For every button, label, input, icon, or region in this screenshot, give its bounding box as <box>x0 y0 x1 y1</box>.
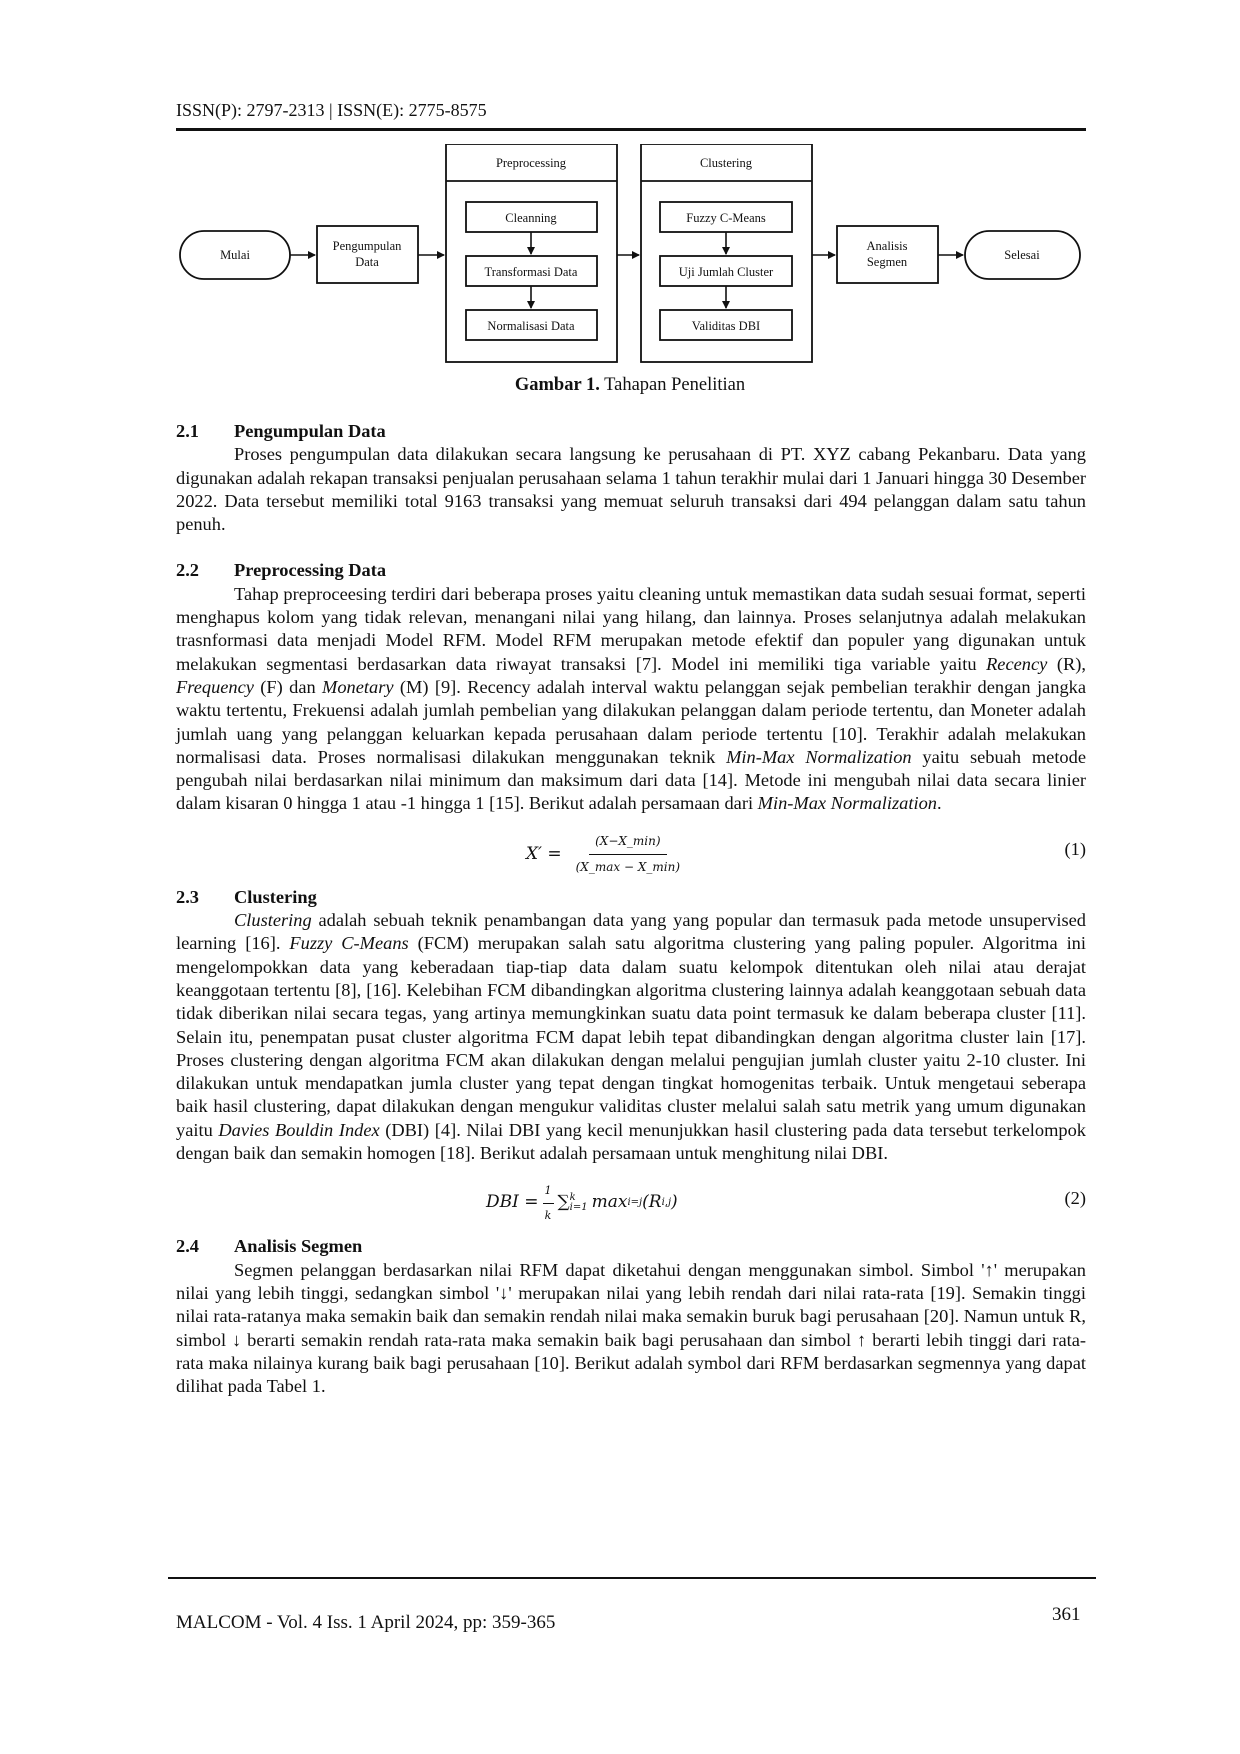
section-paragraph: Segmen pelanggan berdasarkan nilai RFM dapat diketahui dengan menggunakan simbol. Simbol '↑' merupakan nilai yang lebih tinggi, sedangkan simbol '↓' merupakan nilai yang lebih rendah dari nilai rata-rata [19]. Semakin tinggi nilai rata-ratanya maka semakin baik dan semakin rendah nilai maka semakin buruk bagi perusahaan [20]. Namun untuk R, simbol ↓ berarti semakin rendah rata-rata maka semakin baik bagi perusahaan dan simbol ↑ berarti lebih tinggi dari rata-rata maka nilainya kurang baik bagi perusahaan [10]. Berikut adalah symbol dari RFM berdasarkan segmennya yang dapat dilihat pada Tabel 1. <box>176 1259 1086 1397</box>
fcm-label: Fuzzy C-Means <box>686 211 766 225</box>
analysis-label-2: Segmen <box>866 255 908 269</box>
page-number: 361 <box>1052 1604 1081 1625</box>
figure-caption-text: Tahapan Penelitian <box>604 375 746 395</box>
equation-minmax <box>176 826 1086 878</box>
cleanning-label: Cleanning <box>505 211 557 225</box>
equation-lhs: DBI = <box>486 1192 539 1213</box>
transformasi-label: Transformasi Data <box>484 265 578 279</box>
research-flow-diagram <box>176 144 1086 366</box>
section-paragraph: Proses pengumpulan data dilakukan secara langsung ke perusahaan di PT. XYZ cabang Pekanbaru. Data yang digunakan adalah rekapan transaksi penjualan perusahaan selama 1 tahun terakhir mulai dari 1 Januari hingga 30 Desember 2022. Data tersebut memiliki total 9163 transaksi yang memuat seluruh transaksi dari 494 pelanggan dalam satu tahun penuh. <box>176 444 1086 535</box>
section-heading <box>176 886 1086 909</box>
start-label: Mulai <box>220 248 250 262</box>
validitas-dbi-label: Validitas DBI <box>691 319 761 333</box>
footer-rule <box>168 1577 1096 1579</box>
analysis-label-1: Analisis <box>866 239 908 253</box>
body-content <box>176 420 1086 1398</box>
section-heading <box>176 420 1086 443</box>
equation-number: (1) <box>1064 838 1086 859</box>
collect-label-1: Pengumpulan <box>332 239 402 253</box>
collect-label-2: Data <box>355 255 379 269</box>
figure-caption <box>0 375 1240 396</box>
figure-caption-label: Gambar 1. <box>514 375 600 395</box>
section-title: Clustering <box>234 886 317 907</box>
uji-cluster-label: Uji Jumlah Cluster <box>678 265 774 279</box>
end-label: Selesai <box>1004 248 1040 262</box>
equation-lhs: X′ = <box>526 843 562 864</box>
equation-numerator: (X−X_min) <box>589 830 666 855</box>
section-title: Analisis Segmen <box>234 1236 363 1257</box>
journal-footer: MALCOM - Vol. 4 Iss. 1 April 2024, pp: 359-365 <box>176 1612 556 1633</box>
preprocessing-title: Preprocessing <box>495 156 567 170</box>
section-paragraph: Tahap preproceesing terdiri dari beberapa proses yaitu cleaning untuk memastikan data sudah sesuai format, seperti menghapus kolom yang tidak relevan, menangani nilai yang hilang, dan lainnya. Proses selanjutnya adalah melakukan trasnformasi data menjadi Model RFM. Model RFM merupakan metode efektif dan populer yang digunakan untuk melakukan segmentasi berdasarkan data riwayat transaksi [7]. Model ini memiliki tiga variable yaitu Recency (R), Frequency (F) dan Monetary (M) [9]. Recency adalah interval waktu pelanggan sejak pembelian terakhir dengan jangka waktu tertentu, Frekuensi adalah jumlah pembelian yang dilakukan pelanggan dalam periode tertentu, dan Moneter adalah jumlah uang yang pelanggan keluarkan kepada perusahaan dalam periode tertentu [10]. Terakhir adalah melakukan normalisasi data. Proses normalisasi dilakukan menggunakan teknik Min-Max Normalization yaitu sebuah metode pengubah nilai berdasarkan nilai minimum dan maksimum dari data [14]. Metode ini mengubah nilai data secara linier dalam kisaran 0 hingga 1 atau -1 hingga 1 [15]. Berikut adalah persamaan dari Min-Max Normalization. <box>176 583 1086 814</box>
section-heading <box>176 559 1086 582</box>
equation-fraction <box>570 830 686 880</box>
section-title: Preprocessing Data <box>234 560 387 581</box>
clustering-title: Clustering <box>699 156 753 170</box>
section-number: 2.2 <box>176 560 199 581</box>
normalisasi-label: Normalisasi Data <box>487 319 575 333</box>
header-rule <box>176 128 1086 131</box>
section-paragraph: Clustering adalah sebuah teknik penambangan data yang yang popular dan termasuk pada metode unsupervised learning [16]. Fuzzy C-Means (FCM) merupakan salah satu algoritma clustering yang paling populer. Algoritma ini mengelompokkan data yang keberadaan tiap-tiap data dalam suatu kelompok ditentukan oleh nilai atau derajat keanggotaan tertentu [8], [16]. Kelebihan FCM dibandingkan algoritma clustering lainnya adalah keanggotaan sebuah data tidak diberikan nilai secara tegas, yang artinya memungkinkan suatu data point termasuk ke dalam beberapa cluster [11]. Selain itu, penempatan pusat cluster algoritma FCM dapat lebih tepat dibandingkan dengan algoritma cluster lain [17]. Proses clustering dengan algoritma FCM akan dilakukan dengan melalui pengujian jumlah cluster yaitu 2-10 cluster. Ini dilakukan untuk mendapatkan jumla cluster yang tepat dengan tingkat homogenitas terbaik. Untuk mengetaui seberapa baik hasil clustering, dapat dilakukan dengan mengukur validitas cluster melalui salah satu metrik yang umum digunakan yaitu Davies Bouldin Index (DBI) [4]. Nilai DBI yang kecil menunjukkan hasil clustering pada data tersebut terkelompok dengan baik dan semakin homogen [18]. Berikut adalah persamaan untuk menghitung nilai DBI. <box>176 910 1086 1164</box>
equation-number: (2) <box>1064 1188 1086 1209</box>
section-number: 2.4 <box>176 1236 199 1257</box>
section-number: 2.1 <box>176 421 199 441</box>
section-heading <box>176 1235 1086 1258</box>
journal-issn-header: ISSN(P): 2797-2313 | ISSN(E): 2775-8575 <box>176 100 487 120</box>
section-number: 2.3 <box>176 886 199 907</box>
equation-denominator: (X_max − X_min) <box>575 860 681 875</box>
equation-fraction: $\frac{1}{k}$ <box>543 1179 554 1227</box>
sum-symbol: ∑ <box>557 1192 570 1213</box>
equation-dbi: DBI = $\frac{1}{k}$ ∑ k i=1 max i=j (R i,j ) (2) <box>176 1175 1086 1227</box>
section-title: Pengumpulan Data <box>234 421 386 441</box>
